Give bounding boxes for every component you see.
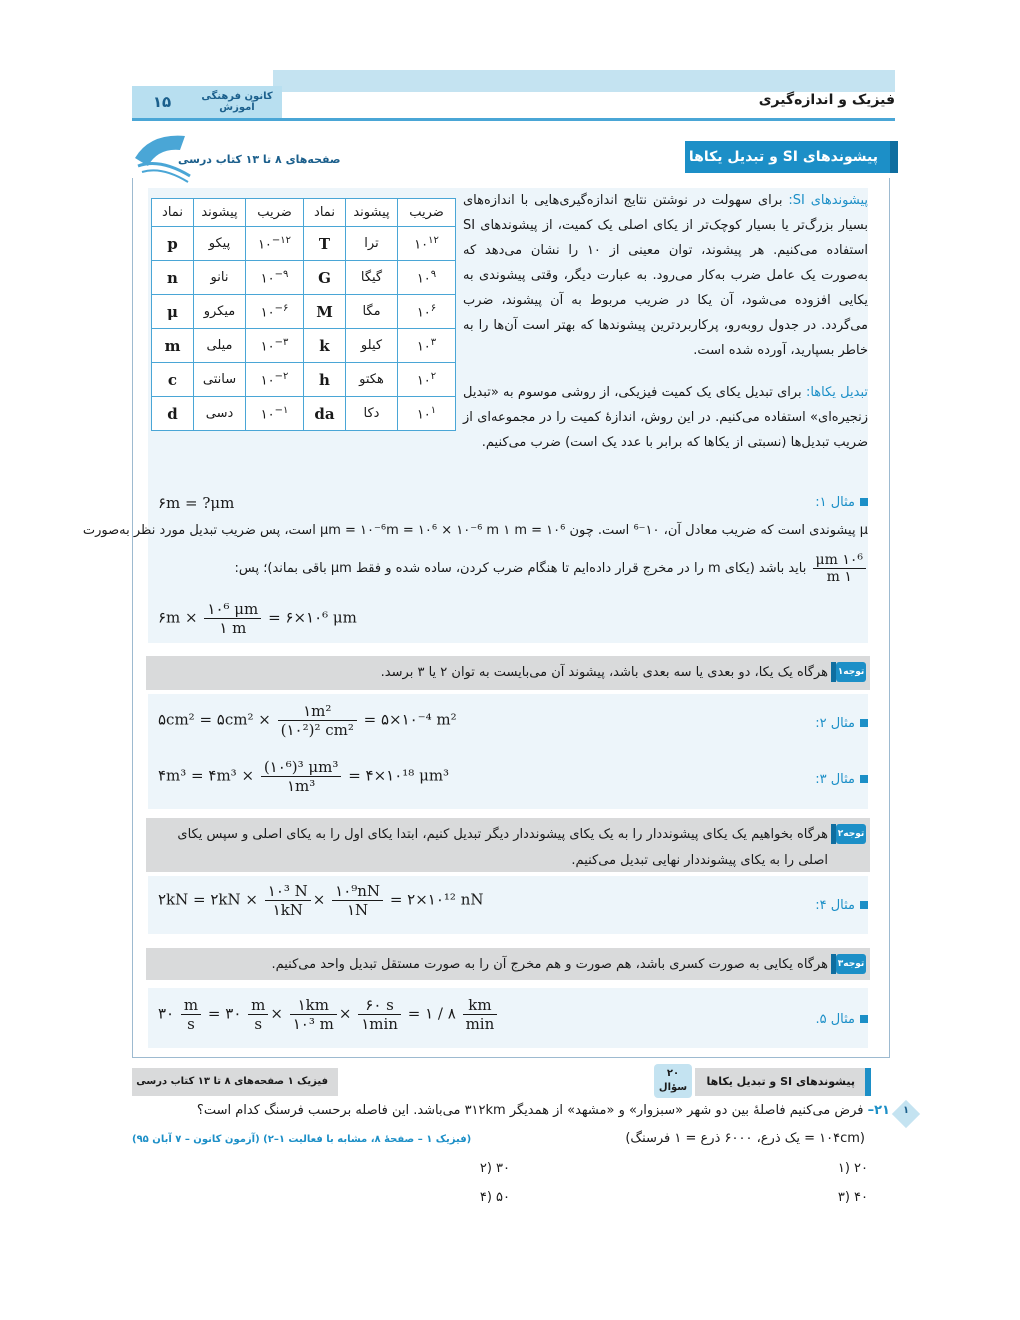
example-3-equation: ۴m³ = ۴m³ × $\frac{\text{(۱۰⁶)³ μm³}}{\text{۱m³}}$ = ۴×۱۰¹⁸ μm³	[158, 758, 450, 795]
example-1-label: مثال ۱:	[815, 495, 868, 510]
note-2-tag: توجه۲	[836, 824, 866, 844]
note-3	[146, 948, 870, 980]
option-1[interactable]: ۲۰ (۱	[837, 1161, 868, 1176]
note-1-tag: توجه۱	[836, 662, 866, 682]
table-cell: $۱۰^{-۳}$	[246, 329, 304, 363]
col-header: ضریب	[246, 199, 304, 227]
chapter-title: فیزیک و اندازه‌گیری	[758, 92, 895, 108]
col-header: نماد	[304, 199, 346, 227]
col-header: نماد	[152, 199, 194, 227]
si-prefixes-text: برای سهولت در نوشتن نتایج اندازه‌گیری‌هایی با اندازه‌های بسیار بزرگ‌تر یا بسیار کوچک‌تر از یکای اصلی یک کمیت، از پیشوندهای SI استفاده می‌کنیم. هر پیشوند، توان معینی از ۱۰ را نشان می‌دهد که به‌صورت یک عامل ضرب به‌کار می‌رود. به عبارت دیگر، وقتی پیشوندی به یکایی افزوده می‌شود، آن یکا در ضریب مربوط به آن پیشوند، ضرب می‌گردد. در جدول روبه‌رو، پرکاربردترین پیشوندها که بهتر است آن‌ها را به خاطر بسپارید، آورده شده است.	[463, 193, 868, 358]
table-row	[152, 363, 456, 397]
si-prefixes-heading: پیشوندهای SI:	[788, 193, 869, 208]
example-1-result-factor: $\frac{\text{۱۰⁶ μm}}{۱ m}$	[204, 600, 261, 637]
table-header-row	[152, 199, 456, 227]
publisher-name: کانون فرهنگی آموزش	[201, 91, 273, 113]
table-cell: پیکو	[194, 227, 246, 261]
option-3[interactable]: ۴۰ (۳	[837, 1190, 868, 1205]
col-header: ضریب	[398, 199, 456, 227]
question-number: ۲۱–	[867, 1103, 890, 1118]
option-4[interactable]: ۵۰ (۴	[479, 1190, 510, 1205]
table-cell: c	[152, 363, 194, 397]
table-cell: $۱۰^{۱۲}$	[398, 227, 456, 261]
table-cell: $۱۰^{-۱۲}$	[246, 227, 304, 261]
example-4-label: مثال ۴:	[815, 898, 868, 913]
example-1-explanation: μ پیشوندی است که ضریب معادل آن، ۱۰⁻⁶ است. چون μm = ۱۰⁻⁶m = ۱۰⁶ × ۱۰⁻⁶ m ۱ m = ۱۰⁶ است، پس ضریب تبدیل مورد نظر به‌صورت	[82, 523, 868, 538]
question-topic-bar: پیشوندهای SI و تبدیل یکاها	[695, 1068, 865, 1096]
table-cell: $۱۰^۹$	[398, 261, 456, 295]
page-number: ۱۵	[152, 93, 172, 111]
note-2	[146, 818, 870, 872]
col-header: پیشوند	[346, 199, 398, 227]
option-2[interactable]: ۳۰ (۲	[479, 1161, 510, 1176]
table-cell: h	[304, 363, 346, 397]
table-cell: $۱۰^۱$	[398, 397, 456, 431]
unit-conversion-heading: تبدیل یکاها:	[805, 385, 869, 400]
page-tab	[132, 86, 282, 118]
table-row	[152, 329, 456, 363]
table-cell: k	[304, 329, 346, 363]
table-cell: n	[152, 261, 194, 295]
header-divider	[132, 118, 895, 121]
note-1-text: هرگاه یک یکا، دو بعدی یا سه بعدی باشد، پیشوند آن می‌بایست به توان ۲ یا ۳ برسد.	[380, 665, 828, 680]
note-3-tag: توجه۳	[836, 954, 866, 974]
example-5-equation: ۳۰ $\frac{m}{s}$ = ۳۰ $\frac{m}{s}$ × $\frac{۱km}{\text{۱۰³ m}}$ × $\frac{۶۰ s}{۱\min}$ = ۱ / ۸ $\frac{km}{\min}$	[158, 996, 499, 1033]
example-1-factor: $\frac{\text{۱۰⁶ μm}}{۱ m}$	[813, 552, 866, 585]
section-title: پیشوندهای SI و تبدیل یکاها	[685, 141, 890, 173]
unit-conversion-text: برای تبدیل یکای یک کمیت فیزیکی، از روشی موسوم به «تبدیل زنجیره‌ای» استفاده می‌کنیم. در این روش، اندازهٔ کمیت را در مجموعه‌ای از ضریب تبدیل‌ها (نسبتی از یکاها که برابر با عدد یک است) ضرب می‌کنیم.	[463, 385, 868, 450]
unit-conversion-paragraph	[463, 380, 868, 455]
header-band	[273, 70, 895, 92]
col-header: پیشوند	[194, 199, 246, 227]
square-bullet-icon	[860, 775, 868, 783]
square-bullet-icon	[860, 719, 868, 727]
note-2-text: هرگاه بخواهیم یک یکای پیشونددار را به یک یکای پیشونددار دیگر تبدیل کنیم، ابتدا یکای اول را به یکای اصلی و سپس یکای اصلی را به یکای پیشونددار نهایی تبدیل می‌کنیم.	[177, 827, 828, 868]
square-bullet-icon	[860, 1015, 868, 1023]
table-cell: M	[304, 295, 346, 329]
example-5-label: مثال ۵.	[815, 1012, 868, 1027]
note-3-text: هرگاه یکایی به صورت کسری باشد، هم صورت و هم مخرج آن را به صورت مستقل تبدیل واحد می‌کنیم.	[271, 957, 828, 972]
question-hint: (۱۰۴cm = یک ذرع، ۶۰۰۰ ذرع = ۱ فرسنگ)	[625, 1131, 865, 1146]
table-cell: $۱۰^{-۶}$	[246, 295, 304, 329]
table-cell: G	[304, 261, 346, 295]
table-cell: سانتی	[194, 363, 246, 397]
example-1-conversion-line: $\frac{\text{۱۰⁶ μm}}{۱ m}$ باید باشد (یکای m را در مخرج قرار داده‌ایم تا هنگام ضرب کردن، ساده شده و فقط μm باقی بماند)؛ پس:	[235, 552, 868, 585]
table-cell: μ	[152, 295, 194, 329]
table-cell: m	[152, 329, 194, 363]
question-badge-number: ۱	[902, 1105, 910, 1116]
table-cell: d	[152, 397, 194, 431]
question-21	[197, 1103, 890, 1118]
table-cell: $۱۰^۶$	[398, 295, 456, 329]
table-cell: da	[304, 397, 346, 431]
table-cell: $۱۰^۲$	[398, 363, 456, 397]
si-prefix-table	[151, 198, 456, 431]
table-cell: $۱۰^{-۱}$	[246, 397, 304, 431]
table-cell: $۱۰^{-۲}$	[246, 363, 304, 397]
table-cell: میلی	[194, 329, 246, 363]
table-cell: دکا	[346, 397, 398, 431]
table-cell: نانو	[194, 261, 246, 295]
table-row	[152, 261, 456, 295]
example-2-label: مثال ۲:	[815, 716, 868, 731]
table-cell: گیگا	[346, 261, 398, 295]
example-2-equation: ۵cm² = ۵cm² × $\frac{\text{۱m²}}{\text{(۱۰²)² cm²}}$ = ۵×۱۰⁻⁴ m²	[158, 702, 457, 739]
square-bullet-icon	[860, 901, 868, 909]
table-cell: کیلو	[346, 329, 398, 363]
table-cell: p	[152, 227, 194, 261]
table-cell: $۱۰^۳$	[398, 329, 456, 363]
note-1	[146, 656, 870, 690]
example-1-question: ۶m = ?μm	[158, 494, 235, 512]
example-3-label: مثال ۳:	[815, 772, 868, 787]
square-bullet-icon	[860, 498, 868, 506]
table-row	[152, 295, 456, 329]
table-cell: میکرو	[194, 295, 246, 329]
question-count-badge: ۲۰ سؤال	[654, 1064, 692, 1098]
table-row	[152, 227, 456, 261]
example-1-result: ۶m × $\frac{\text{۱۰⁶ μm}}{۱ m}$ = ۶×۱۰⁶ μm	[158, 600, 357, 637]
example-4-equation: ۲kN = ۲kN × $\frac{\text{۱۰³ N}}{۱kN}$ × $\frac{\text{۱۰⁹nN}}{۱N}$ = ۲×۱۰¹² nN	[158, 882, 484, 919]
table-row	[152, 397, 456, 431]
table-cell: ترا	[346, 227, 398, 261]
pages-reference: صفحه‌های ۸ تا ۱۳ کتاب درسی	[178, 153, 341, 166]
si-prefixes-paragraph	[463, 188, 868, 363]
table-cell: هکتو	[346, 363, 398, 397]
question-source: (فیزیک ۱ – صفحهٔ ۸، مشابه با فعالیت ۱–۲) (آزمون کانون – ۷ آبان ۹۵)	[132, 1134, 472, 1145]
table-cell: $۱۰^{-۹}$	[246, 261, 304, 295]
question-text: فرض می‌کنیم فاصلهٔ بین دو شهر «سبزوار» و «مشهد» از همدیگر ۳۱۲km می‌باشد. این فاصله برحسب فرسنگ کدام است؟	[196, 1103, 864, 1118]
table-cell: T	[304, 227, 346, 261]
table-cell: مگا	[346, 295, 398, 329]
book-reference-bar: فیزیک ۱ صفحه‌های ۸ تا ۱۳ کتاب درسی	[132, 1068, 338, 1096]
table-cell: دسی	[194, 397, 246, 431]
